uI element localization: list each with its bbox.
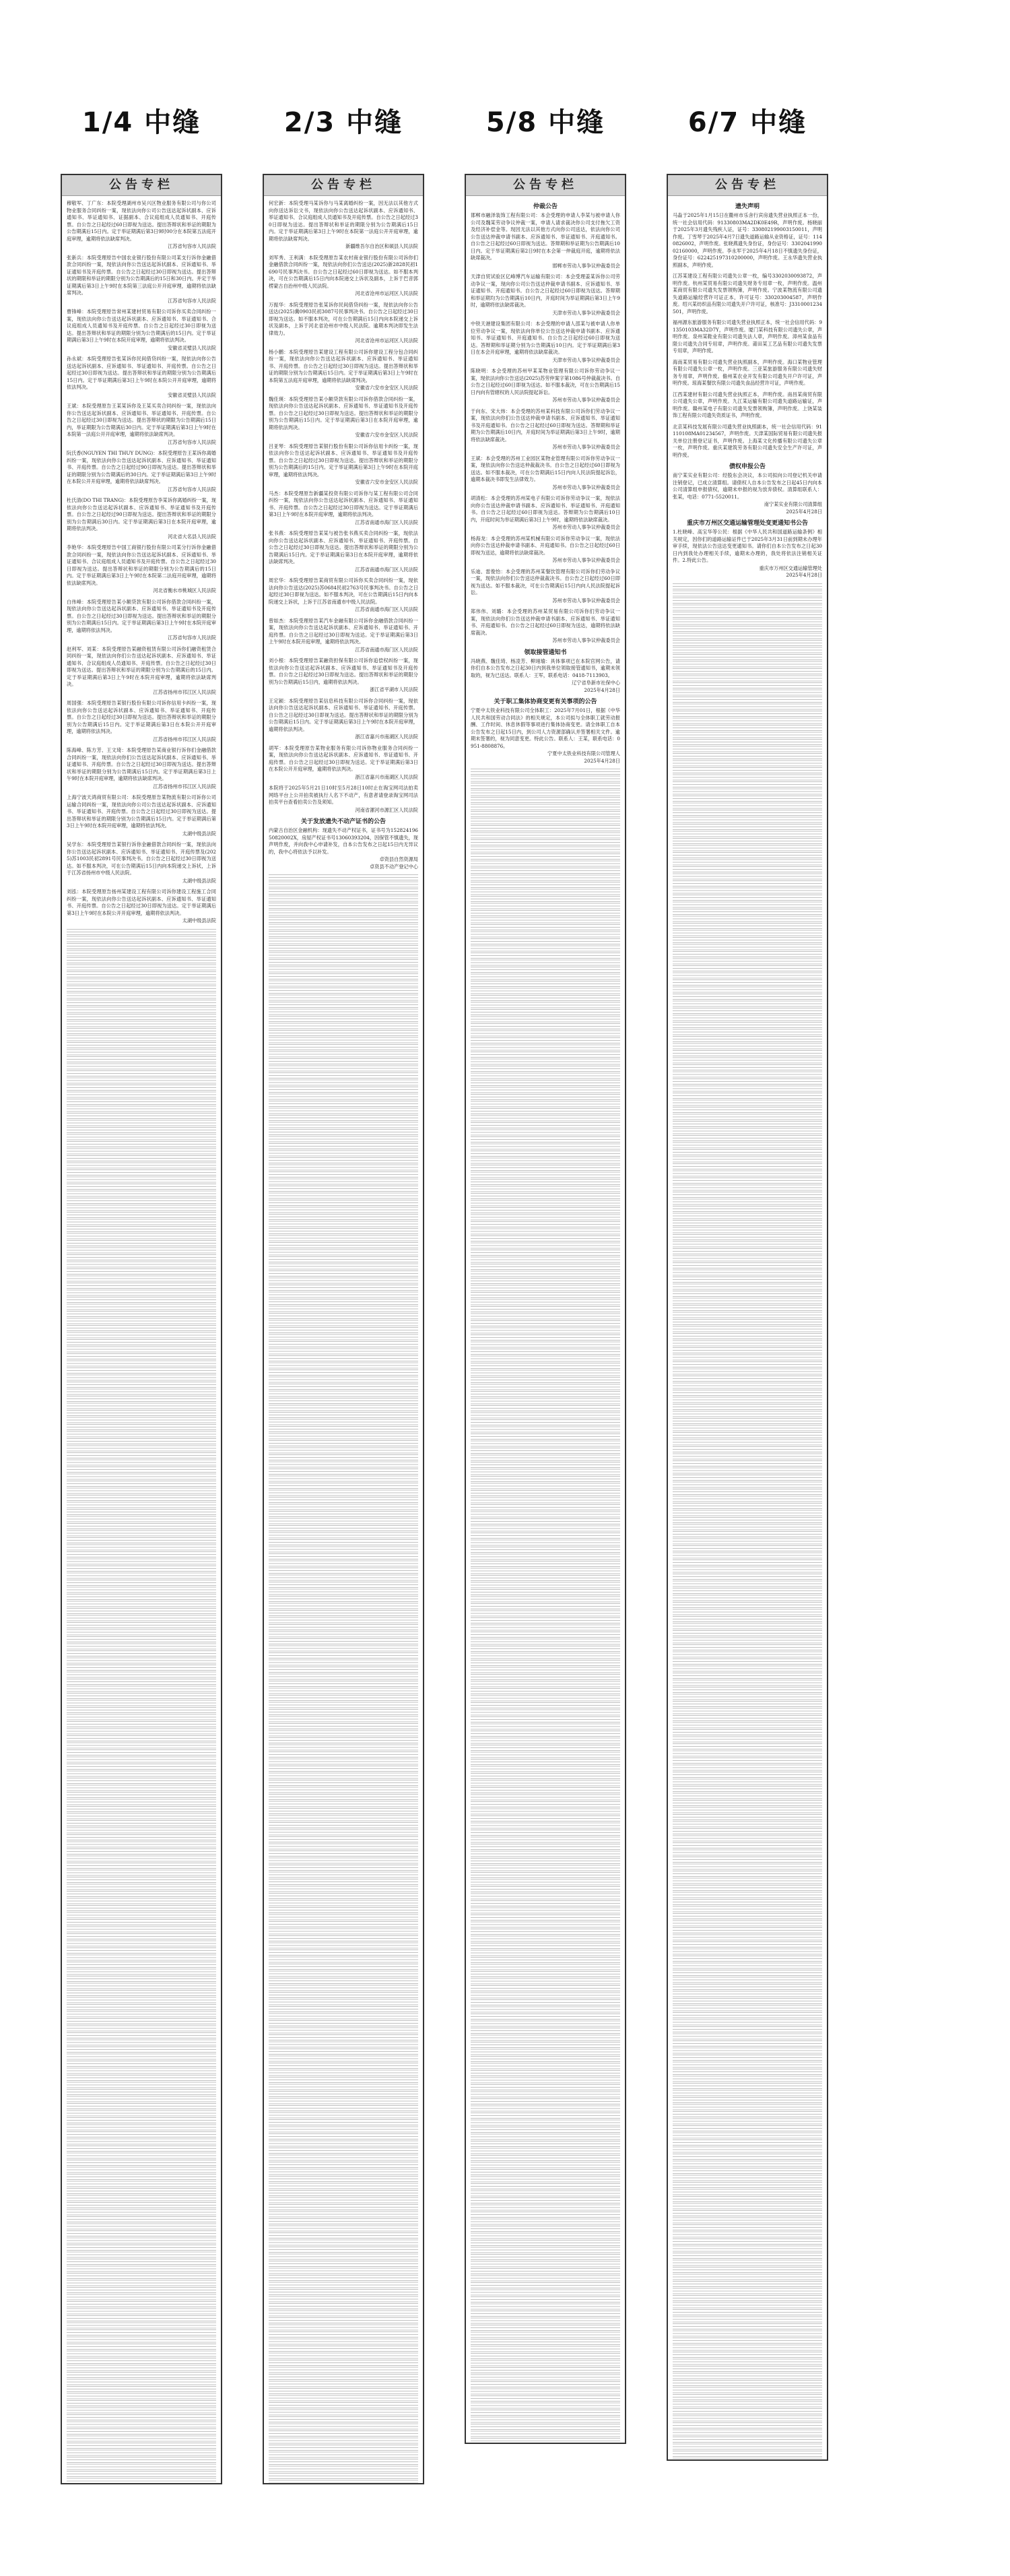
notice-signature: 河北省衡水市桃城区人民法院 — [153, 587, 216, 593]
notice-item — [471, 569, 620, 605]
panel-banner: 公告专栏 — [668, 175, 827, 196]
notice-item — [67, 356, 216, 399]
notice-signature: 河北省沧州市运河区人民法院 — [355, 290, 418, 296]
notice-item — [67, 747, 216, 790]
notice-signature: 江苏省南通市海门区人民法院 — [355, 519, 418, 525]
notice-signature: 重庆市万州区交通运输管理处 2025年4月28日 — [759, 565, 822, 578]
notice-item — [269, 396, 418, 439]
notice-signature: 苏州市劳动人事争议仲裁委员会 — [552, 557, 620, 563]
notice-item — [269, 785, 418, 814]
notice-signature: 浙江省嘉兴市南湖区人民法院 — [355, 773, 418, 780]
notice-title: 关于发放遗失不动产证书的公告 — [300, 818, 386, 825]
notice-signature: 江苏省南通市海门区人民法院 — [355, 606, 418, 612]
notice-item — [471, 273, 620, 317]
notice-text: 王斌：本院受理原告王某某诉你及王某买卖合同纠纷一案，现依法向你公告送达起诉状副本、应诉通知书、举证通知书、开庭传票。自公告之日起经过30日即视为送达。提出答辩状的期限为公告期满后15日内，举证期限为公告期满后30日内。定于举证期满后第3日上午9时在本院第一法庭公开开庭审理，逾期将依法缺席判决。 — [67, 403, 216, 437]
notice-text: 胡军：本院受理原告某物业服务有限公司诉你物业服务合同纠纷一案，现依法向你公告送达起诉状副本、应诉通知书、举证通知书、开庭传票。自公告之日起经过30日即视为送达。定于举证期满后第3日在本院公开开庭审理，逾期将依法判决。 — [269, 744, 418, 772]
notice-signature: 苏州市劳动人事争议仲裁委员会 — [552, 444, 620, 450]
notice-signature: 南宁某实业有限公司清算组 2025年4月28日 — [764, 501, 822, 515]
column-heading: 2/3 中缝 — [283, 107, 403, 138]
notice-signature: 安徽省六安市金安区人民法院 — [355, 385, 418, 391]
notice-text: 白伟峰：本院受理原告某小额贷款有限公司诉你借款合同纠纷一案，现依法向你公告送达起诉状副本、应诉通知书、举证通知书及开庭传票。自公告之日起经过30日即视为送达。提出答辩状和举证的期限分别为公告期满后15日内。定于举证期满后第3日上午9时在本院开庭审理，逾期将依法判决。 — [67, 598, 216, 633]
notice-item — [67, 841, 216, 884]
notice-text: 刘军秀、王利满：本院受理原告某农村商业银行股份有限公司诉你们金融借款合同纠纷一案，现依法向你们公告送达(2025)新2828民初1690号民事判决书。自公告之日起经过60日即视为送达。如不服本判决，可在公告期满后15日内向本院递交上诉状及副本，上诉于巴音郭楞蒙古自治州中级人民法院。 — [269, 254, 418, 289]
notice-text: 马杰：本院受理原告新疆某投资有限公司诉你与某工程有限公司合同纠纷一案，现依法向你公告送达起诉状副本、应诉通知书、举证通知书、开庭传票。自公告之日起经过30日即视为送达。定于举证期满后第3日上午9时在本院开庭审理，逾期将依法判决。 — [269, 490, 418, 517]
notice-item — [673, 391, 822, 420]
notice-signature: 安徽省六安市金安区人民法院 — [355, 432, 418, 438]
notice-text: 北京某科技发展有限公司遗失营业执照副本，统一社会信用代码：91110108MA01234567，声明作废。天津某国际贸易有限公司遗失报关单位注册登记证书，声明作废。上海某文化传播有限公司遗失公章一枚，声明作废。重庆某建筑劳务有限公司遗失安全生产许可证，声明作废。 — [673, 423, 822, 458]
notice-signature: 安徽省灵璧县人民法院 — [168, 391, 216, 398]
notice-item — [471, 321, 620, 364]
notice-title: 债权申报公告 — [729, 463, 766, 470]
notice-text: 本院将于2025年5月21日10时至5月28日10时止在淘宝网司法拍卖网络平台上公开拍卖被执行人名下不动产，有意者请登录淘宝网司法拍卖平台查看拍卖公告及须知。 — [269, 785, 418, 805]
notice-signature: 江苏省句容市人民法院 — [168, 297, 216, 304]
notice-item — [471, 649, 620, 695]
notice-item — [471, 608, 620, 645]
notice-item — [471, 698, 620, 765]
notice-title: 重庆市万州区交通运输管理处变更通知书公告 — [686, 520, 808, 527]
notice-text: 乐迪、雷俊怡：本会受理的苏州某餐饮管理有限公司诉你们劳动争议一案，现依法向你们公告送达仲裁裁决书。自公告之日起经过60日即视为送达。如不服本裁决，可在公告期满后15日内向人民法院提起诉讼。 — [471, 568, 620, 595]
panel-banner: 公告专栏 — [466, 175, 625, 196]
notice-text: 曹锋峰：本院受理原告常州某建材贸易有限公司诉你买卖合同纠纷一案，现依法向你公告送达起诉状副本、应诉通知书、举证通知书、合议庭组成人员通知书及开庭传票。自公告之日起经过30日即视为送达。提出答辩状和举证的期限分别为公告期满后的15日内。定于举证期满后第3日上午9时在本院开庭审理，逾期将依法判决。 — [67, 309, 216, 343]
notice-title: 仲裁公告 — [533, 203, 558, 210]
notice-text: 杜氏清(DO THI TRANG)：本院受理原告李某诉你离婚纠纷一案，现依法向你公告送达起诉状副本、应诉通知书、举证通知书及开庭传票。自公告之日起经过90日即视为送达。提出答辩状和举证的期限分别为公告期满后30日内。定于举证期满后第3日在本院开庭审理，逾期将依法判决。 — [67, 497, 216, 532]
notice-item — [67, 646, 216, 697]
notice-item — [269, 443, 418, 486]
notice-text: 郑伟伟、刘璐：本会受理的苏州某贸易有限公司诉你们劳动争议一案，现依法向你们公告送达仲裁申请书副本、应诉通知书、举证通知书、开庭通知书。自公告之日起经过60日即视为送达，逾期将依法缺席裁决。 — [471, 608, 620, 636]
notice-text: 海南某贸易有限公司遗失营业执照副本，声明作废。海口某物业管理有限公司遗失公章一枚，声明作废。三亚某旅游服务有限公司遗失财务专用章，声明作废。儋州某农业开发有限公司遗失开户许可证，声明作废。琼海某餐饮有限公司遗失食品经营许可证，声明作废。 — [673, 358, 822, 386]
notice-text: 邯郸市融泽装饰工程有限公司：本会受理的申请人李某与被申请人你公司及魏某劳动争议仲裁一案，申请人请求裁决你公司支付拖欠工资及经济补偿金等。现因无法以其他方式向你公司送达，依法向你公司公告送达仲裁申请书副本、应诉通知书、举证通知书、开庭通知书。自公告之日起经过60日即视为送达。答辩期和举证期为公告期满后10日内。定于举证期满后第2日9时在本会第一仲裁庭开庭，逾期将依法缺席裁决。 — [471, 212, 620, 261]
dense-text-block — [673, 583, 822, 2461]
notice-item — [269, 698, 418, 741]
notice-signature: 江苏省句容市人民法院 — [168, 439, 216, 445]
notice-item — [269, 255, 418, 298]
notice-title: 遗失声明 — [735, 203, 760, 210]
notices-list — [62, 196, 221, 2484]
notice-text: 王斌：本会受理的苏州工业园区某物业管理有限公司诉你劳动争议一案，现依法向你公告送达仲裁裁决书。自公告之日起经过60日即视为送达。如不服本裁决，可在公告期满后15日内向人民法院提起诉讼，逾期本裁决书即发生法律效力。 — [471, 455, 620, 482]
notice-text: 1.杜晓峰、高宝华等公民：根据《中华人民共和国道路运输条例》相关规定，因你们的道路运输证件已于2025年3月31日前到期未办理年审手续，现依法公告送达变更通知书。请你们自本公告发布之日起30日内到我处办理相关手续，逾期未办理的，我处将依法注销相关证件。2.特此公告。 — [673, 529, 822, 563]
notice-title: 关于职工集体协商变更有关事项的公告 — [494, 699, 597, 705]
notice-signature: 天津市劳动人事争议仲裁委员会 — [552, 356, 620, 363]
notice-item — [269, 745, 418, 781]
notice-item — [673, 519, 822, 579]
notice-signature: 河南省漯河市源汇区人民法院 — [355, 806, 418, 813]
notice-item — [67, 403, 216, 446]
panel-banner: 公告专栏 — [62, 175, 221, 196]
notice-text: 王定颖：本院受理原告某信息科技有限公司诉你合同纠纷一案，现依法向你公告送达起诉状副本、应诉通知书、举证通知书、开庭传票。自公告之日起经过30日即视为送达。提出答辩状和举证的期限分别为公告期满后15日内。定于举证期满后第3日上午9时在本院开庭审理，逾期将依法判决。 — [269, 697, 418, 732]
column-2-3 — [242, 0, 444, 2576]
notice-item — [67, 450, 216, 493]
notice-item — [269, 349, 418, 392]
dense-text-block — [269, 874, 418, 2484]
announcement-panel — [61, 174, 222, 2484]
notice-signature: 太湖中级县法院 — [182, 830, 216, 837]
notice-signature: 江苏省扬州市邗江区人民法院 — [153, 736, 216, 742]
notice-text: 杨小鹏：本院受理原告某建设工程有限公司诉你建设工程分包合同纠纷一案，现依法向你公告送达起诉状副本、应诉通知书、举证通知书、开庭传票。自公告之日起经过30日即视为送达。提出答辩状和举证的期限分别为公告期满后15日内。定于举证期满后第3日上午9时在本院第五法庭开庭审理，逾期将依法缺席判决。 — [269, 348, 418, 383]
notice-signature: 江苏省句容市人民法院 — [168, 486, 216, 492]
notice-text: 李艳华：本院受理原告中国工商银行股份有限公司某分行诉你金融借款合同纠纷一案，现依法向你公告送达起诉状副本、应诉通知书、举证通知书、合议庭组成人员通知书及开庭传票。自公告之日起经过30日即视为送达。提出答辩状和举证的期限分别为公告期满后的15日内。定于举证期满后第3日上午9时在本院第二法庭开庭审理，逾期将依法缺席判决。 — [67, 544, 216, 586]
announcement-panel — [465, 174, 626, 2444]
dense-text-block — [67, 929, 216, 2485]
notice-text: 赵利军、刘某：本院受理原告某融资租赁有限公司诉你们融资租赁合同纠纷一案，现依法向你们公告送达起诉状副本、应诉通知书、举证通知书、合议庭组成人员通知书、开庭传票。自公告之日起经过30日即视为送达。提出答辩状和举证的期限分别为公告期满后的15日内。定于举证期满后第3日上午9时在本院开庭审理，逾期将依法缺席判决。 — [67, 645, 216, 687]
notice-text: 周宏华：本院受理原告某商贸有限公司诉你买卖合同纠纷一案，现依法向你公告送达(2025)苏0684民初2763号民事判决书。自公告之日起经过30日即视为送达。如不服本判决，可在公告期满后15日内向本院递交上诉状，上诉于江苏省南通市中级人民法院。 — [269, 577, 418, 605]
notice-signature: 太湖中级县法院 — [182, 917, 216, 924]
notice-item — [673, 359, 822, 387]
notice-signature: 太湖中级县法院 — [182, 877, 216, 884]
dense-text-block — [471, 769, 620, 2444]
notice-text: 福州源东旅游服务有限公司遗失营业执照正本，统一社会信用代码：91350103MA32D7Y，声明作废。厦门某科技有限公司遗失公章，声明作废。泉州某鞋业有限公司遗失法人章，声明作废。漳州某食品有限公司遗失合同专用章，声明作废。莆田某工艺品有限公司遗失发票专用章，声明作废。 — [673, 319, 822, 354]
notice-text: 周国强：本院受理原告某银行股份有限公司诉你信用卡纠纷一案，现依法向你公告送达起诉状副本、应诉通知书、举证通知书、开庭传票。自公告之日起经过30日即视为送达。提出答辩状和举证的期限分别为公告期满后15日内。定于举证期满后第3日在本院公开开庭审理，逾期将依法判决。 — [67, 700, 216, 734]
announcement-panel — [263, 174, 424, 2484]
notice-signature: 苏州市劳动人事争议仲裁委员会 — [552, 397, 620, 403]
notice-item — [67, 700, 216, 743]
notice-item — [269, 818, 418, 870]
notice-text: 于向东、宋大炜：本会受理的苏州某科技有限公司诉你们劳动争议一案，现依法向你们公告送达仲裁申请书副本、应诉通知书、举证通知书及开庭通知书。自公告之日起经过60日即视为送达。答辩期和举证期为公告期满后10日内，开庭时间为举证期满后第3日上午9时，逾期将依法缺席裁决。 — [471, 408, 620, 443]
notice-signature: 安徽省灵璧县人民法院 — [168, 344, 216, 351]
panel-banner: 公告专栏 — [264, 175, 423, 196]
notice-item — [673, 463, 822, 515]
notice-signature: 新疆维吾尔自治区和硕县人民法院 — [345, 243, 418, 249]
notice-item — [67, 889, 216, 925]
notice-item — [67, 599, 216, 642]
notice-signature: 苏州市劳动人事争议仲裁委员会 — [552, 637, 620, 643]
notice-signature: 卓资县自然资源局 卓资县不动产登记中心 — [370, 856, 418, 870]
notice-text: 阮氏香(NGUYEN THI THUY DUNG)：本院受理原告王某诉你离婚纠纷一案，现依法向你公告送达起诉状副本、应诉通知书、举证通知书、开庭传票。自公告之日起经过90日即视为送达。提出答辩状和举证的期限分别为公告期满后的30日内。定于举证期满后第3日上午9时在本院公开开庭审理，逾期将依法缺席判决。 — [67, 450, 216, 484]
notice-item — [269, 577, 418, 614]
notice-text: 魏佳瑛：本院受理原告某小额贷款有限公司诉你借款合同纠纷一案，现依法向你公告送达起诉状副本、应诉通知书、举证通知书及开庭传票。自公告之日起经过30日即视为送达。提出答辩状和举证的期限分别为公告期满后15日内。定于举证期满后第3日在本院开庭审理，逾期将依法判决。 — [269, 395, 418, 430]
notice-item — [673, 273, 822, 315]
notice-item — [67, 794, 216, 837]
notice-item — [471, 368, 620, 404]
notice-item — [67, 544, 216, 595]
notice-item — [471, 495, 620, 532]
notice-text: 江苏某建设工程有限公司遗失公章一枚，编号3302030093872，声明作废。杭州某贸易有限公司遗失财务专用章一枚，声明作废。温州某商贸有限公司遗失发票领购簿，声明作废。宁波某物流有限公司遗失道路运输经营许可证正本，许可证号：330203004587，声明作废。绍兴某纺织品有限公司遗失开户许可证，核准号：J3310001234501，声明作废。 — [673, 273, 822, 315]
notice-item — [471, 455, 620, 492]
notice-signature: 江苏省扬州市邗江区人民法院 — [153, 783, 216, 790]
notice-signature: 宁夏中太铁业科技有限公司管理人 2025年4月28日 — [547, 750, 620, 764]
notice-text: 天津自贸试验区亿峰博汽车运输有限公司：本会受理姜某诉你公司劳动争议一案，现向你公司公告送达仲裁申请书副本、应诉通知书、举证通知书、开庭通知书。自公告之日起经过60日即视为送达。答辩期和举证期均为公告期满后10日内，开庭时间为举证期满后第3日上午9时，逾期将依法缺席裁决。 — [471, 273, 620, 308]
notice-text: 张书燕：本院受理原告某某与被告张书燕买卖合同纠纷一案，现依法向你公告送达起诉状副本、应诉通知书、举证通知书、开庭传票。自公告之日起经过30日即视为送达。提出答辩状和举证的期限分别为公告期满后15日内。定于举证期满后第3日在本院开庭审理，逾期将依法缺席判决。 — [269, 530, 418, 565]
notice-text: 中铁天港建设集团有限公司：本会受理的申请人邵某与被申请人你单位劳动争议一案，现依法向你单位公告送达仲裁申请书副本、应诉通知书、举证通知书、开庭通知书。自公告之日起经过60日即视为送达。答辩期和举证期分别为公告期满后10日内。定于举证期满后第3日在本会开庭审理，逾期将依法缺席裁决。 — [471, 321, 620, 355]
notice-text: 杨海龙：本会受理的苏州某机械有限公司诉你劳动争议一案，现依法向你公告送达仲裁申请书副本、开庭通知书。自公告之日起经过60日即视为送达，逾期将依法缺席裁决。 — [471, 535, 620, 556]
notice-signature: 天津市劳动人事争议仲裁委员会 — [552, 309, 620, 316]
notice-text: 马淼于2025年1月15日在衢州市乐舍行宾房遗失营业执照正本一份，统一社会信用代码：91330803MA2DK0E49R，声明作废。杨晓丽于2025年3月遗失残疾人证，证号：330802199003150011，声明作废。丁雪琴于2025年4月7日遗失道路运输从业资格证，证号：1140826002，声明作废。张晓燕遗失身份证，身份证号：330204199002160000，声明作废。李永军于2025年4月18日不慎遗失身份证，身份证号：622425197310200000，声明作废。王永华遗失营业执照副本，声明作废。 — [673, 212, 822, 268]
notice-item — [269, 200, 418, 251]
notice-text: 穆敬军、丁广东：本院受理湖州市吴兴区物业服务有限公司与你公司物业服务合同纠纷一案，现依法向你公司公告送达起诉状副本、应诉通知书、举证通知书、证据副本、合议庭组成人员通知书、开庭传票。自公告之日起经过60日即视为送达。提出答辩状和举证的期限为公告期满后15日内。定于举证期满后第3日9时00分在本院第五法庭开庭审理，逾期将依法缺席判决。 — [67, 200, 216, 242]
notice-signature: 苏州市劳动人事争议仲裁委员会 — [552, 484, 620, 490]
notice-item — [269, 657, 418, 694]
notice-text: 陈晓明：本会受理的苏州甲某某物业管理有限公司诉你劳动争议一案，现依法向你公告送达(2025)苏劳仲案字第1086号仲裁裁决书。自公告之日起经过60日即视为送达。如不服本裁决，可在公告期满后15日内向有管辖权的人民法院提起诉讼。 — [471, 368, 620, 395]
notice-item — [67, 309, 216, 352]
announcement-panel — [667, 174, 828, 2461]
notice-item — [471, 203, 620, 269]
notice-signature: 浙江省嘉兴市南湖区人民法院 — [355, 734, 418, 740]
notices-list — [264, 196, 423, 2484]
notice-signature: 河北省大名县人民法院 — [168, 533, 216, 540]
column-heading: 6/7 中缝 — [687, 107, 807, 138]
notices-list — [466, 196, 625, 2444]
notice-text: 上海宁波天鸿商贸有限公司：本院受理原告某物流有限公司诉你公司运输合同纠纷一案，现依法向你公司公告送达起诉状副本、应诉通知书、举证通知书、开庭传票。自公告之日起经过30日即视为送达。提出答辩状和举证的期限分别为公告期满后15日内。定于举证期满后第3日上午9时在本院开庭审理，逾期将依法判决。 — [67, 794, 216, 829]
notice-text: 刘泓：本院受理原告扬州某建设工程有限公司诉你建设工程施工合同纠纷一案，现依法向你公告送达起诉状副本、应诉通知书、举证通知书、开庭传票。自公告之日起经过30日即视为送达。定于举证期满后第3日上午9时在本院公开开庭审理，逾期将依法判决。 — [67, 889, 216, 916]
notice-text: 吕亚琴：本院受理原告某银行股份有限公司诉你信用卡纠纷一案，现依法向你公告送达起诉状副本、应诉通知书、举证通知书及开庭传票。自公告之日起经过30日即视为送达。提出答辩状和举证的期限分别为公告期满后的15日内。定于举证期满后第3日上午9时在本院开庭审理，逾期将依法判决。 — [269, 443, 418, 478]
notice-item — [67, 255, 216, 305]
notice-item — [673, 319, 822, 355]
notice-item — [67, 200, 216, 251]
column-5-8 — [444, 0, 646, 2576]
notice-signature: 河北省沧州市运河区人民法院 — [355, 337, 418, 344]
notice-item — [269, 530, 418, 573]
column-6-7 — [646, 0, 848, 2576]
notice-item — [269, 618, 418, 654]
notice-text: 万振华：本院受理原告张某诉你民间借贷纠纷一案，现依法向你公告送达(2025)冀0903民初3087号民事判决书。自公告之日起经过30日即视为送达。如不服本判决，可在公告期满后15日内向本院递交上诉状及副本，上诉于河北省沧州市中级人民法院。逾期本判决即发生法律效力。 — [269, 301, 418, 336]
notice-item — [673, 203, 822, 269]
notice-text: 江西某建材有限公司遗失营业执照正本，声明作废。南昌某商贸有限公司遗失公章，声明作废。九江某运输有限公司遗失道路运输证，声明作废。赣州某电子有限公司遗失发票领购簿，声明作废。上饶某装饰工程有限公司遗失资质证书，声明作废。 — [673, 391, 822, 418]
notice-signature: 江苏省句容市人民法院 — [168, 635, 216, 641]
notice-item — [673, 424, 822, 459]
notice-signature: 江苏省句容市人民法院 — [168, 243, 216, 249]
notice-item — [269, 490, 418, 527]
notice-text: 吴学东：本院受理原告某银行诉你金融借款合同纠纷一案，现依法向你公告送达起诉状副本、应诉通知书、举证通知书、开庭传票及(2025)苏1003民初2891号民事判决书。自公告之日起经过30日即视为送达。如不服本判决，可在公告期满后15日内向本院递交上诉状，上诉于江苏省扬州市中级人民法院。 — [67, 841, 216, 876]
notices-list — [668, 196, 827, 2461]
notice-signature: 江苏省南通市海门区人民法院 — [355, 566, 418, 573]
notice-signature: 安徽省六安市金安区人民法院 — [355, 479, 418, 485]
column-heading: 5/8 中缝 — [485, 107, 605, 138]
notice-text: 刘小根：本院受理原告某融资担保有限公司诉你追偿权纠纷一案，现依法向你公告送达起诉状副本、应诉通知书、举证通知书及开庭传票。自公告之日起经过30日即视为送达。提出答辩状和举证的期限分别为公告期满后15日内，逾期将依法判决。 — [269, 657, 418, 685]
notice-signature: 江苏省扬州市邗江区人民法院 — [153, 688, 216, 695]
notice-text: 何宏新：本院受理马某诉你与马某离婚纠纷一案，因无法以其他方式向你送达诉讼文书，现依法向你公告送达起诉状副本、应诉通知书、举证通知书、合议庭组成人员通知书及开庭传票。自公告之日起经过30日即视为送达。提出答辩状和举证的期限分别为公告期满后15日内。定于举证期满后第3日上午9时在本院第一法庭公开开庭审理，逾期将依法缺席判决。 — [269, 200, 418, 242]
notice-item — [269, 302, 418, 345]
notice-text: 陈海峰、陈方芳、王文琦：本院受理原告某商业银行诉你们金融借款合同纠纷一案，现依法向你们公告送达起诉状副本、应诉通知书、举证通知书、开庭传票。自公告之日起经过30日即视为送达。提出答辩状和举证的期限分别为公告期满后15日内。定于举证期满后第3日上午9时在本院开庭审理，逾期将依法缺席判决。 — [67, 747, 216, 781]
notice-text: 张新兵：本院受理原告中国农业银行股份有限公司某支行诉你金融借款合同纠纷一案，现依法向你公告送达起诉状副本、应诉通知书、举证通知书及开庭传票。自公告之日起经过30日即视为送达。提出答辩状的期限和举证的期限分别为公告期满后的15日和30日内。并定于举证期满后第3日上午9时在本院第三法庭公开开庭审理，逾期将依法缺席判决。 — [67, 254, 216, 296]
notice-signature: 浙江省平湖市人民法院 — [370, 686, 418, 693]
notice-title: 领取接管通知书 — [524, 649, 567, 656]
notice-signature: 辽宁省阜新市社保中心 2025年4月28日 — [572, 680, 620, 693]
notice-text: 孙永斌：本院受理原告张某诉你民间借贷纠纷一案，现依法向你公告送达起诉状副本、应诉通知书、举证通知书、开庭传票。自公告之日起经过30日即视为送达。提出答辩状和举证的期限分别为公告期满后15日内。定于举证期满后第3日上午9时在本院公开开庭审理，逾期将依法判决。 — [67, 356, 216, 390]
notice-signature: 邯郸市劳动人事争议仲裁委员会 — [552, 262, 620, 269]
notice-item — [67, 497, 216, 540]
notice-text: 宁夏中太铁业科技有限公司全体职工：2025年7月01日，根据《中华人民共和国劳动合同法》的相关规定，本公司拟与全体职工就劳动报酬、工作时间、休息休假等事项进行集体协商变更。请全体职工自本公告发布之日起15日内，到公司人力资源部确认并签署相关文件。逾期未签署的，视为同意变更。特此公告。联系人：王某，联系电话：0951-8808876。 — [471, 707, 620, 749]
column-1-4 — [40, 0, 242, 2576]
column-heading: 1/4 中缝 — [81, 107, 201, 138]
notice-text: 曾如杰：本院受理原告某汽车金融有限公司诉你金融借款合同纠纷一案，现依法向你公告送达起诉状副本、应诉通知书、举证通知书、开庭传票。自公告之日起经过30日即视为送达。定于举证期满后第3日上午9时在本院开庭审理，逾期将依法判决。 — [269, 617, 418, 645]
notice-item — [471, 408, 620, 451]
notice-signature: 苏州市劳动人事争议仲裁委员会 — [552, 524, 620, 530]
notice-text: 冯晓燕、魏佳琦、杨凌芳、柳翊瑜：具体事项已在本院官网公告，请你们自本公告发布之日起30日内到我单位领取接管通知书，逾期未领取的，视为已送达。联系人：王军，联系电话：0418-7113903。 — [471, 657, 620, 678]
notice-text: 胡清松：本会受理的苏州某电子有限公司诉你劳动争议一案，现依法向你公告送达仲裁申请书副本、应诉通知书、举证通知书、开庭通知书。自公告之日起经过60日即视为送达。答辩期为公告期满后10日内，开庭时间为举证期满后第3日上午9时，逾期将依法缺席裁决。 — [471, 495, 620, 523]
notice-text: 内蒙古自治区金融机构：现遗失不动产权证书，证书号为15282419650820002X，房屋产权证书号13060393204，因保管不慎遗失，现声明作废，并向我中心申请补发，自本公告发布之日起15日内无异议的，我中心将依法予以补发。 — [269, 827, 418, 855]
notice-signature: 江苏省南通市海门区人民法院 — [355, 646, 418, 653]
notice-signature: 苏州市劳动人事争议仲裁委员会 — [552, 597, 620, 604]
notice-text: 南宁某实业有限公司：经股东会决议，本公司拟向公司登记机关申请注销登记，已成立清算组。请债权人自本公告发布之日起45日内向本公司清算组申报债权，逾期未申报的视为放弃债权。清算组联系人：张某，电话：0771-5520011。 — [673, 472, 822, 500]
notice-item — [471, 536, 620, 565]
